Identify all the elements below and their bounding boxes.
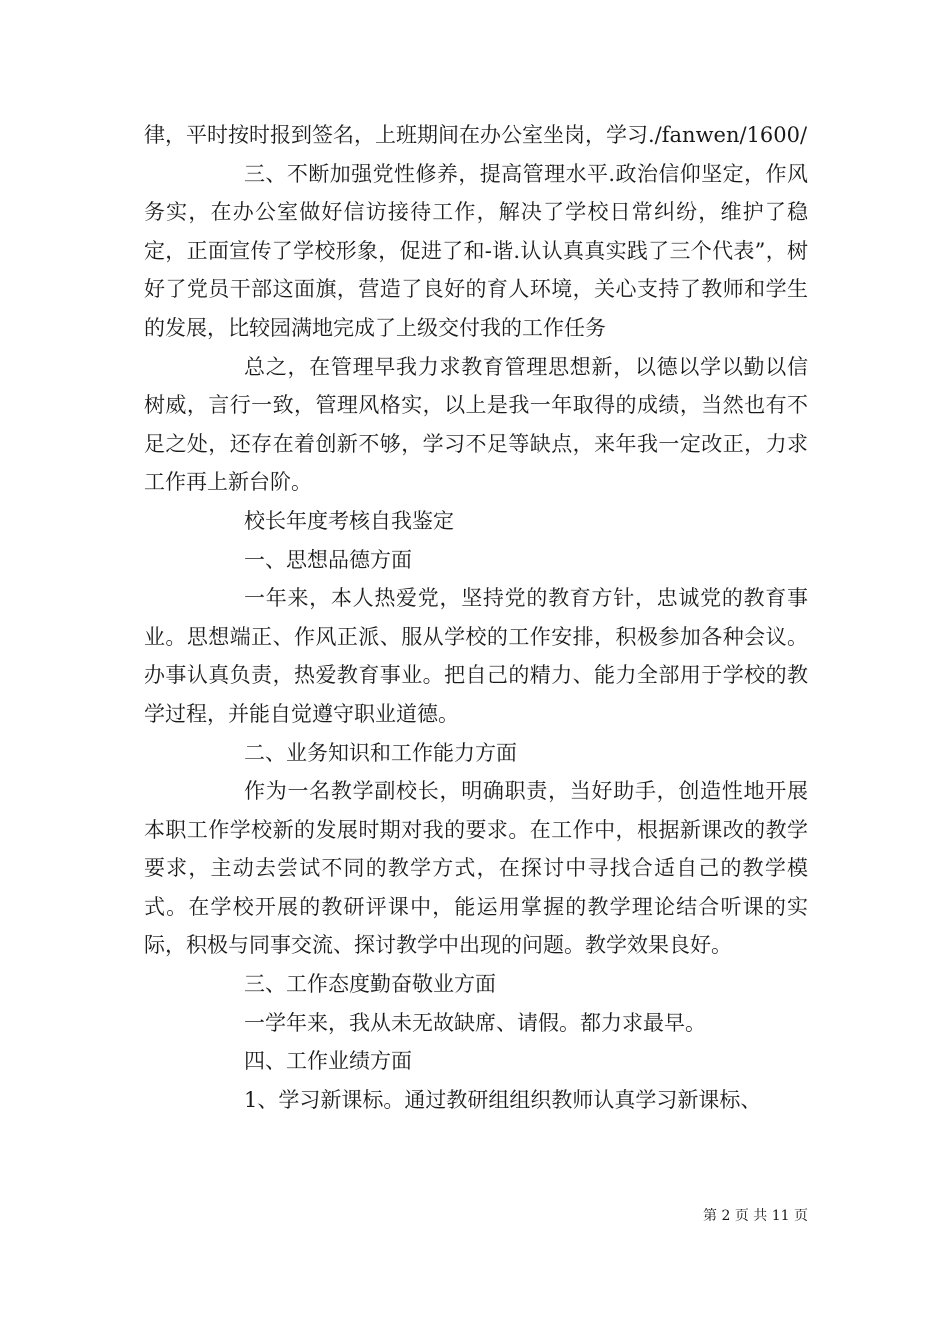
section-title: 校长年度考核自我鉴定 bbox=[244, 508, 454, 533]
paragraph-4: 一年来，本人热爱党，坚持党的教育方针，忠诚党的教育事业。思想端正、作风正派、服从学校的工作安排，积极参加各种会议。办事认真负责，热爱教育事业。把自己的精力、能力全部用于学校的教学过程，并能自觉遵守职业道德。 bbox=[144, 586, 808, 726]
heading-3: 三、工作态度勤奋敬业方面 bbox=[244, 972, 496, 997]
page-number-footer: 第 2 页 共 11 页 bbox=[703, 1208, 808, 1224]
paragraph-1: 律，平时按时报到签名，上班期间在办公室坐岗，学习./fanwen/1600/ bbox=[144, 123, 808, 147]
paragraph-2: 三、不断加强党性修养，提高管理水平.政治信仰坚定，作风务实，在办公室做好信访接待工作，解决了学校日常纠纷，维护了稳定，正面宣传了学校形象，促进了和-谐.认认真真实践了三个代表”，树好了党员干部这面旗，营造了良好的育人环境，关心支持了教师和学生的发展，比较园满地完成了上级交付我的工作任务 bbox=[144, 161, 808, 340]
heading-2: 二、业务知识和工作能力方面 bbox=[244, 740, 517, 765]
heading-4: 四、工作业绩方面 bbox=[244, 1049, 412, 1074]
paragraph-3: 总之，在管理早我力求教育管理思想新，以德以学以勤以信树威，言行一致，管理风格实，以上是我一年取得的成绩，当然也有不足之处，还存在着创新不够，学习不足等缺点，来年我一定改正，力求工作再上新台阶。 bbox=[144, 354, 808, 495]
paragraph-7: 1、学习新课标。通过教研组组织教师认真学习新课标、 bbox=[244, 1087, 762, 1112]
paragraph-5: 作为一名教学副校长，明确职责，当好助手，创造性地开展本职工作学校新的发展时期对我的要求。在工作中，根据新课改的教学要求，主动去尝试不同的教学方式，在探讨中寻找合适自己的教学模式。在学校开展的教研评课中，能运用掌握的教学理论结合听课的实际，积极与同事交流、探讨教学中出现的问题。教学效果良好。 bbox=[144, 779, 808, 958]
paragraph-6: 一学年来，我从未无故缺席、请假。都力求最早。 bbox=[244, 1010, 706, 1035]
heading-1: 一、思想品德方面 bbox=[244, 547, 412, 572]
document-body bbox=[144, 116, 808, 1119]
